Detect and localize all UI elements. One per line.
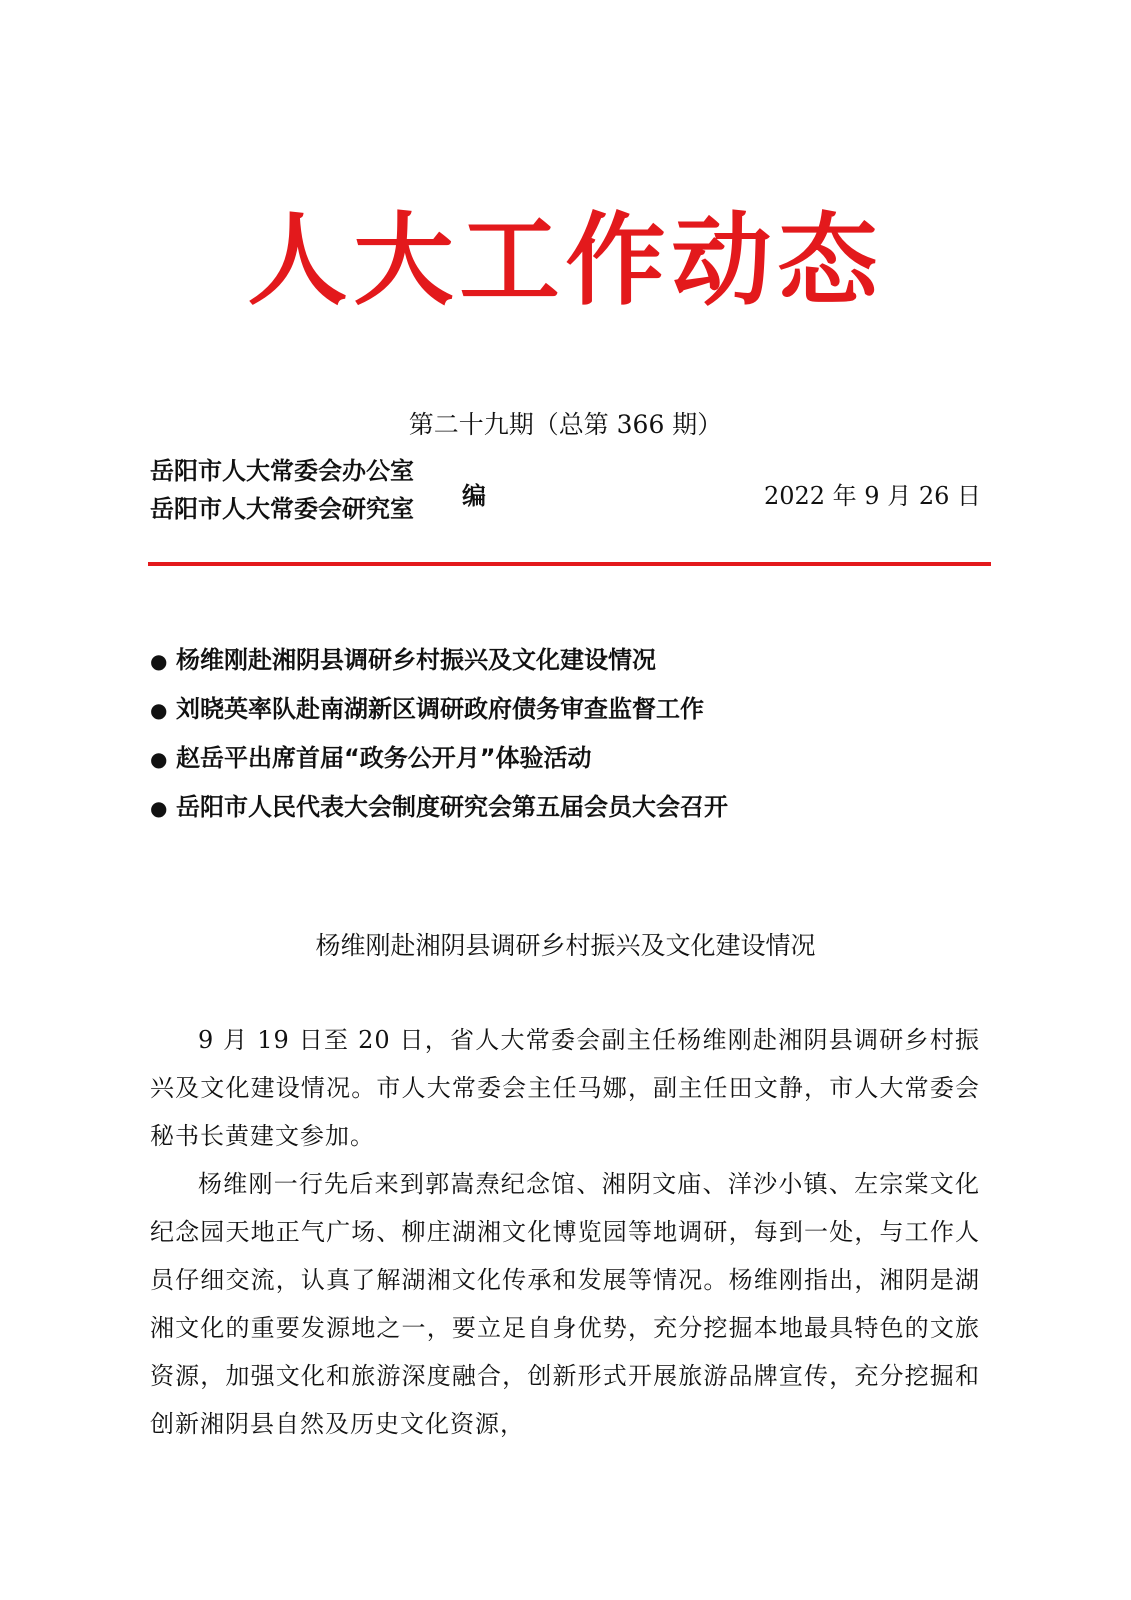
bullet-icon: ● [150,796,168,820]
contents-item-label: 刘晓英率队赴南湖新区调研政府债务审查监督工作 [176,695,704,723]
bullet-icon: ● [150,747,168,771]
bullet-icon: ● [150,698,168,722]
contents-item [150,738,728,787]
publication-date: 2022 年 9 月 26 日 [763,482,981,510]
editor-research-office: 岳阳市人大常委会研究室 [150,495,414,523]
bullet-icon: ● [150,649,168,673]
contents-item [150,640,728,689]
header-divider [148,562,991,566]
editor-office: 岳阳市人大常委会办公室 [150,457,414,485]
contents-item-label: 岳阳市人民代表大会制度研究会第五届会员大会召开 [176,793,728,821]
editor-list [150,452,414,528]
article-title: 杨维刚赴湘阴县调研乡村振兴及文化建设情况 [315,931,816,960]
contents-item-label: 赵岳平出席首届“政务公开月”体验活动 [176,744,592,772]
contents-item-label: 杨维刚赴湘阴县调研乡村振兴及文化建设情况 [176,646,656,674]
masthead-title: 人大工作动态 [247,202,884,319]
contents-item [150,787,728,836]
article-body [150,1016,980,1448]
contents-list [150,640,728,836]
contents-item [150,689,728,738]
article-paragraph: 9 月 19 日至 20 日，省人大常委会副主任杨维刚赴湘阴县调研乡村振兴及文化建设情况。市人大常委会主任马娜，副主任田文静，市人大常委会秘书长黄建文参加。 [150,1026,980,1150]
issue-number: 第二十九期（总第 366 期） [408,410,723,439]
article-paragraph: 杨维刚一行先后来到郭嵩焘纪念馆、湘阴文庙、洋沙小镇、左宗棠文化纪念园天地正气广场、柳庄湖湘文化博览园等地调研，每到一处，与工作人员仔细交流，认真了解湖湘文化传承和发展等情况。杨维刚指出，湘阴是湖湘文化的重要发源地之一，要立足自身优势，充分挖掘本地最具特色的文旅资源，加强文化和旅游深度融合，创新形式开展旅游品牌宣传，充分挖掘和创新湘阴县自然及历史文化资源， [150,1170,980,1438]
edit-mark: 编 [462,482,486,510]
